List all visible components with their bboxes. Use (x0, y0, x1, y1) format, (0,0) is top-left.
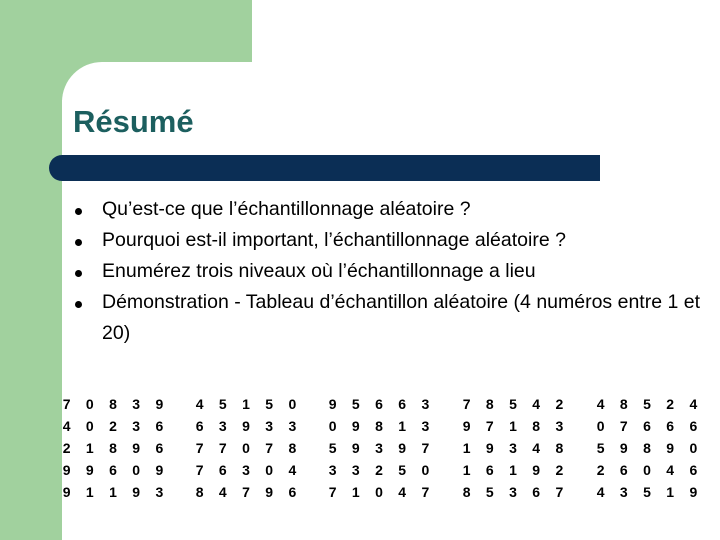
digit-cell: 6 (485, 462, 494, 478)
digit-cell: 5 (596, 440, 605, 456)
number-row (55, 415, 171, 437)
number-group (589, 393, 705, 503)
digit-cell: 5 (509, 396, 517, 412)
digit-cell: 6 (218, 462, 227, 478)
digit-cell: 8 (532, 418, 541, 434)
digit-cell: 0 (643, 462, 651, 478)
digit-cell: 3 (132, 396, 141, 412)
digit-cell: 9 (351, 440, 360, 456)
digit-cell: 3 (421, 418, 430, 434)
number-row (589, 481, 705, 503)
digit-cell: 7 (328, 484, 337, 500)
digit-cell: 8 (195, 484, 204, 500)
digit-cell: 5 (265, 396, 274, 412)
number-row (321, 481, 437, 503)
digit-cell: 8 (555, 440, 564, 456)
bullet-item (72, 256, 712, 287)
number-group (188, 393, 304, 503)
digit-cell: 3 (351, 462, 360, 478)
digit-cell: 0 (288, 396, 297, 412)
digit-cell: 6 (155, 440, 164, 456)
digit-cell: 2 (62, 440, 71, 456)
number-row (55, 393, 171, 415)
digit-cell: 1 (398, 418, 407, 434)
digit-cell: 0 (421, 462, 430, 478)
digit-cell: 0 (328, 418, 337, 434)
digit-cell: 5 (218, 396, 227, 412)
digit-cell: 5 (485, 484, 494, 500)
digit-cell: 6 (532, 484, 541, 500)
digit-cell: 9 (242, 418, 250, 434)
digit-cell: 9 (328, 396, 337, 412)
bullet-item (72, 225, 712, 256)
digit-cell: 3 (242, 462, 250, 478)
bullet-dot-icon (75, 301, 82, 308)
digit-cell: 3 (265, 418, 274, 434)
digit-cell: 7 (462, 396, 471, 412)
digit-cell: 7 (195, 462, 204, 478)
digit-cell: 6 (398, 396, 407, 412)
digit-cell: 5 (328, 440, 337, 456)
digit-cell: 8 (375, 418, 383, 434)
number-row (321, 393, 437, 415)
bullet-dot-icon (75, 270, 82, 277)
digit-cell: 6 (689, 418, 698, 434)
number-row (321, 459, 437, 481)
digit-cell: 3 (555, 418, 564, 434)
digit-cell: 9 (155, 462, 164, 478)
digit-cell: 0 (375, 484, 383, 500)
digit-cell: 9 (132, 484, 141, 500)
bullet-text: Qu’est-ce que l’échantillonnage aléatoire ? (102, 198, 471, 220)
number-row (188, 459, 304, 481)
digit-cell: 9 (398, 440, 407, 456)
bullet-item (72, 194, 712, 225)
number-row (455, 393, 571, 415)
digit-cell: 4 (689, 396, 698, 412)
digit-cell: 3 (328, 462, 337, 478)
digit-cell: 2 (596, 462, 605, 478)
digit-cell: 7 (242, 484, 250, 500)
bullet-dot-icon (75, 239, 82, 246)
digit-cell: 1 (666, 484, 675, 500)
digit-cell: 7 (421, 484, 430, 500)
title-underline-bar (62, 155, 600, 181)
number-group (321, 393, 437, 503)
number-row (455, 415, 571, 437)
number-group (55, 393, 171, 503)
digit-cell: 7 (421, 440, 430, 456)
digit-cell: 6 (619, 462, 628, 478)
digit-cell: 8 (462, 484, 471, 500)
digit-cell: 3 (132, 418, 141, 434)
digit-cell: 6 (689, 462, 698, 478)
digit-cell: 9 (155, 396, 164, 412)
digit-cell: 7 (555, 484, 564, 500)
digit-cell: 4 (195, 396, 204, 412)
number-row (589, 415, 705, 437)
number-row (589, 437, 705, 459)
digit-cell: 6 (109, 462, 117, 478)
digit-cell: 0 (242, 440, 250, 456)
bullet-text: Démonstration - Tableau d’échantillon aléatoire (4 numéros entre 1 et 20) (102, 291, 700, 344)
digit-cell: 9 (532, 462, 541, 478)
digit-cell: 2 (375, 462, 383, 478)
random-number-table (0, 393, 720, 503)
digit-cell: 9 (62, 462, 71, 478)
digit-cell: 1 (242, 396, 250, 412)
digit-cell: 1 (351, 484, 360, 500)
number-row (55, 459, 171, 481)
number-row (455, 481, 571, 503)
bullet-dot-icon (75, 208, 82, 215)
digit-cell: 4 (398, 484, 407, 500)
digit-cell: 2 (555, 396, 564, 412)
digit-cell: 8 (109, 440, 117, 456)
digit-cell: 0 (265, 462, 274, 478)
digit-cell: 9 (265, 484, 274, 500)
digit-cell: 3 (509, 440, 517, 456)
digit-cell: 3 (155, 484, 164, 500)
digit-cell: 0 (85, 418, 94, 434)
digit-cell: 8 (485, 396, 494, 412)
digit-cell: 7 (485, 418, 494, 434)
number-row (455, 437, 571, 459)
digit-cell: 7 (195, 440, 204, 456)
digit-cell: 9 (462, 418, 471, 434)
digit-cell: 4 (596, 484, 605, 500)
number-row (188, 393, 304, 415)
number-row (589, 393, 705, 415)
digit-cell: 4 (532, 396, 541, 412)
digit-cell: 9 (62, 484, 71, 500)
digit-cell: 7 (218, 440, 227, 456)
digit-cell: 2 (555, 462, 564, 478)
digit-cell: 0 (689, 440, 698, 456)
digit-cell: 9 (619, 440, 628, 456)
digit-cell: 9 (351, 418, 360, 434)
digit-cell: 4 (666, 462, 675, 478)
digit-cell: 0 (132, 462, 141, 478)
digit-cell: 0 (596, 418, 605, 434)
digit-cell: 5 (398, 462, 407, 478)
digit-cell: 3 (421, 396, 430, 412)
number-row (321, 415, 437, 437)
digit-cell: 7 (619, 418, 628, 434)
digit-cell: 3 (509, 484, 517, 500)
number-row (188, 437, 304, 459)
digit-cell: 1 (109, 484, 117, 500)
digit-cell: 3 (288, 418, 297, 434)
number-row (55, 481, 171, 503)
digit-cell: 1 (85, 440, 94, 456)
digit-cell: 1 (462, 462, 471, 478)
digit-cell: 6 (288, 484, 297, 500)
number-row (55, 437, 171, 459)
digit-cell: 1 (462, 440, 471, 456)
number-row (188, 481, 304, 503)
digit-cell: 6 (666, 418, 675, 434)
digit-cell: 1 (85, 484, 94, 500)
digit-cell: 5 (643, 396, 651, 412)
digit-cell: 4 (288, 462, 297, 478)
digit-cell: 2 (109, 418, 117, 434)
number-row (455, 459, 571, 481)
digit-cell: 4 (532, 440, 541, 456)
digit-cell: 2 (666, 396, 675, 412)
digit-cell: 6 (155, 418, 164, 434)
digit-cell: 1 (509, 462, 517, 478)
digit-cell: 4 (218, 484, 227, 500)
digit-cell: 9 (666, 440, 675, 456)
digit-cell: 8 (109, 396, 117, 412)
number-row (321, 437, 437, 459)
digit-cell: 8 (288, 440, 297, 456)
digit-cell: 4 (596, 396, 605, 412)
digit-cell: 6 (375, 396, 383, 412)
digit-cell: 3 (218, 418, 227, 434)
digit-cell: 7 (265, 440, 274, 456)
digit-cell: 3 (375, 440, 383, 456)
digit-cell: 3 (619, 484, 628, 500)
digit-cell: 6 (195, 418, 204, 434)
digit-cell: 4 (62, 418, 71, 434)
digit-cell: 1 (509, 418, 517, 434)
digit-cell: 9 (689, 484, 698, 500)
number-row (589, 459, 705, 481)
bullet-text: Enumérez trois niveaux où l’échantillonnage a lieu (102, 260, 536, 282)
digit-cell: 0 (85, 396, 94, 412)
bullet-item (72, 287, 712, 349)
bullet-text: Pourquoi est-il important, l’échantillonnage aléatoire ? (102, 229, 566, 251)
digit-cell: 7 (62, 396, 71, 412)
number-row (188, 415, 304, 437)
digit-cell: 9 (485, 440, 494, 456)
digit-cell: 5 (351, 396, 360, 412)
digit-cell: 8 (643, 440, 651, 456)
digit-cell: 9 (132, 440, 141, 456)
number-group (455, 393, 571, 503)
digit-cell: 6 (643, 418, 651, 434)
slide-title: Résumé (73, 104, 194, 139)
bullet-list (72, 194, 712, 349)
digit-cell: 5 (643, 484, 651, 500)
digit-cell: 9 (85, 462, 94, 478)
digit-cell: 8 (619, 396, 628, 412)
